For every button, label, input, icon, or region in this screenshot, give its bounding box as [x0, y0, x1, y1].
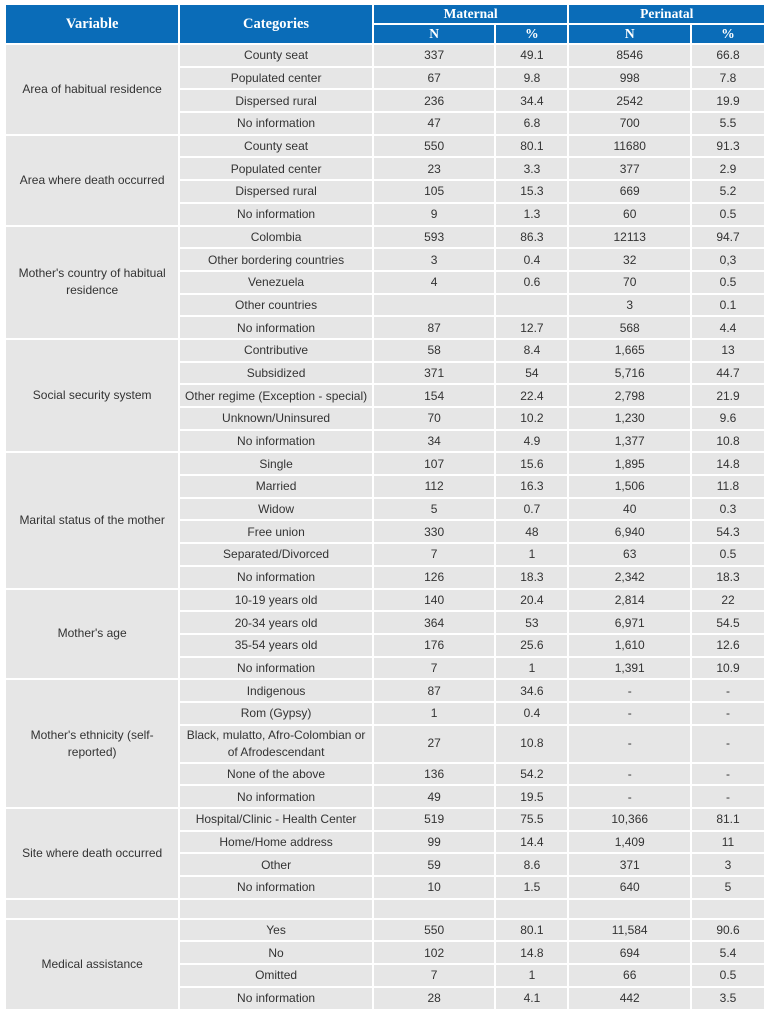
maternal-n-cell: 5	[374, 499, 495, 520]
maternal-pct-cell: 34.6	[496, 680, 567, 701]
category-cell: No information	[180, 113, 372, 134]
perinatal-pct-cell: 3	[692, 854, 764, 875]
perinatal-n-cell: 669	[569, 181, 690, 202]
maternal-n-cell: 59	[374, 854, 495, 875]
maternal-n-cell: 27	[374, 726, 495, 762]
perinatal-n-cell: 8546	[569, 45, 690, 66]
header-perinatal: Perinatal	[569, 5, 764, 23]
perinatal-n-cell	[569, 900, 690, 918]
maternal-pct-cell: 0.7	[496, 499, 567, 520]
maternal-pct-cell: 9.8	[496, 68, 567, 89]
perinatal-n-cell: 2,814	[569, 590, 690, 611]
maternal-pct-cell: 20.4	[496, 590, 567, 611]
perinatal-pct-cell: 19.9	[692, 90, 764, 111]
variable-cell: Mother's age	[6, 590, 178, 679]
maternal-pct-cell: 15.6	[496, 453, 567, 474]
variable-cell: Area of habitual residence	[6, 45, 178, 134]
perinatal-n-cell: 66	[569, 965, 690, 986]
perinatal-pct-cell: 12.6	[692, 635, 764, 656]
perinatal-n-cell: 377	[569, 158, 690, 179]
category-cell: Hospital/Clinic - Health Center	[180, 809, 372, 830]
perinatal-pct-cell: 3.5	[692, 988, 764, 1009]
variable-cell: Site where death occurred	[6, 809, 178, 898]
perinatal-n-cell: 70	[569, 272, 690, 293]
category-cell: None of the above	[180, 764, 372, 785]
perinatal-pct-cell: 0.3	[692, 499, 764, 520]
maternal-n-cell: 87	[374, 317, 495, 338]
maternal-pct-cell: 14.8	[496, 942, 567, 963]
maternal-pct-cell: 53	[496, 612, 567, 633]
perinatal-pct-cell: 11	[692, 832, 764, 853]
maternal-pct-cell: 15.3	[496, 181, 567, 202]
perinatal-pct-cell: 54.3	[692, 521, 764, 542]
perinatal-n-cell: 1,895	[569, 453, 690, 474]
maternal-n-cell: 519	[374, 809, 495, 830]
maternal-n-cell: 7	[374, 544, 495, 565]
perinatal-pct-cell: 44.7	[692, 363, 764, 384]
maternal-n-cell: 7	[374, 965, 495, 986]
perinatal-n-cell: 11,584	[569, 920, 690, 941]
perinatal-pct-cell: 7.8	[692, 68, 764, 89]
perinatal-n-cell: 6,971	[569, 612, 690, 633]
table-row	[6, 590, 764, 611]
category-cell: No information	[180, 431, 372, 452]
header-categories: Categories	[180, 5, 372, 43]
maternal-pct-cell: 54	[496, 363, 567, 384]
maternal-pct-cell: 6.8	[496, 113, 567, 134]
category-cell: No information	[180, 658, 372, 679]
header-maternal-n: N	[374, 25, 495, 43]
maternal-n-cell: 550	[374, 920, 495, 941]
perinatal-pct-cell: 0.5	[692, 272, 764, 293]
maternal-pct-cell: 1	[496, 965, 567, 986]
perinatal-n-cell: 11680	[569, 136, 690, 157]
maternal-pct-cell: 8.4	[496, 340, 567, 361]
maternal-n-cell: 136	[374, 764, 495, 785]
perinatal-pct-cell: 9.6	[692, 408, 764, 429]
perinatal-pct-cell: 13	[692, 340, 764, 361]
maternal-n-cell: 99	[374, 832, 495, 853]
perinatal-n-cell: 998	[569, 68, 690, 89]
perinatal-pct-cell: 18.3	[692, 567, 764, 588]
category-cell: Home/Home address	[180, 832, 372, 853]
perinatal-n-cell: 1,377	[569, 431, 690, 452]
maternal-pct-cell: 1.5	[496, 877, 567, 898]
perinatal-n-cell: 10,366	[569, 809, 690, 830]
perinatal-n-cell: 60	[569, 204, 690, 225]
perinatal-pct-cell: 81.1	[692, 809, 764, 830]
variable-cell: Medical assistance	[6, 920, 178, 1009]
category-cell: No information	[180, 204, 372, 225]
category-cell: Colombia	[180, 227, 372, 248]
variable-cell	[6, 900, 178, 918]
perinatal-n-cell: 6,940	[569, 521, 690, 542]
category-cell: Rom (Gypsy)	[180, 703, 372, 724]
perinatal-n-cell: -	[569, 726, 690, 762]
category-cell: Single	[180, 453, 372, 474]
maternal-n-cell: 47	[374, 113, 495, 134]
maternal-n-cell: 550	[374, 136, 495, 157]
maternal-n-cell: 371	[374, 363, 495, 384]
perinatal-pct-cell: 10.8	[692, 431, 764, 452]
maternal-pct-cell: 48	[496, 521, 567, 542]
perinatal-n-cell: 63	[569, 544, 690, 565]
maternal-pct-cell	[496, 295, 567, 316]
category-cell: Populated center	[180, 68, 372, 89]
perinatal-n-cell: 2542	[569, 90, 690, 111]
table-row	[6, 227, 764, 248]
maternal-pct-cell: 75.5	[496, 809, 567, 830]
category-cell: Contributive	[180, 340, 372, 361]
perinatal-n-cell: 1,665	[569, 340, 690, 361]
table-row	[6, 45, 764, 66]
category-cell: Populated center	[180, 158, 372, 179]
maternal-n-cell: 364	[374, 612, 495, 633]
perinatal-n-cell: -	[569, 786, 690, 807]
table-header	[6, 5, 764, 43]
perinatal-pct-cell: 0.1	[692, 295, 764, 316]
perinatal-n-cell: 40	[569, 499, 690, 520]
perinatal-pct-cell: 4.4	[692, 317, 764, 338]
category-cell: Indigenous	[180, 680, 372, 701]
maternal-pct-cell: 10.8	[496, 726, 567, 762]
category-cell: Free union	[180, 521, 372, 542]
perinatal-pct-cell: 66.8	[692, 45, 764, 66]
category-cell: Subsidized	[180, 363, 372, 384]
category-cell: No information	[180, 786, 372, 807]
perinatal-n-cell: 1,610	[569, 635, 690, 656]
maternal-n-cell: 23	[374, 158, 495, 179]
maternal-n-cell: 49	[374, 786, 495, 807]
perinatal-pct-cell: 91.3	[692, 136, 764, 157]
maternal-n-cell: 3	[374, 249, 495, 270]
category-cell: No information	[180, 877, 372, 898]
category-cell: Other regime (Exception - special)	[180, 385, 372, 406]
maternal-pct-cell: 4.1	[496, 988, 567, 1009]
maternal-pct-cell: 10.2	[496, 408, 567, 429]
maternal-pct-cell: 86.3	[496, 227, 567, 248]
category-cell: Unknown/Uninsured	[180, 408, 372, 429]
category-cell: Widow	[180, 499, 372, 520]
perinatal-pct-cell: 14.8	[692, 453, 764, 474]
maternal-pct-cell: 49.1	[496, 45, 567, 66]
maternal-pct-cell: 1	[496, 544, 567, 565]
category-cell: County seat	[180, 45, 372, 66]
variable-cell: Mother's country of habitual residence	[6, 227, 178, 338]
perinatal-pct-cell: 54.5	[692, 612, 764, 633]
category-cell: No information	[180, 988, 372, 1009]
table-row	[6, 920, 764, 941]
category-cell: 35-54 years old	[180, 635, 372, 656]
perinatal-n-cell: 3	[569, 295, 690, 316]
perinatal-pct-cell: -	[692, 680, 764, 701]
category-cell	[180, 900, 372, 918]
maternal-pct-cell: 0.6	[496, 272, 567, 293]
perinatal-pct-cell: 0.5	[692, 204, 764, 225]
maternal-pct-cell: 19.5	[496, 786, 567, 807]
maternal-n-cell: 102	[374, 942, 495, 963]
perinatal-pct-cell: -	[692, 786, 764, 807]
maternal-n-cell: 126	[374, 567, 495, 588]
perinatal-n-cell: 32	[569, 249, 690, 270]
maternal-n-cell: 7	[374, 658, 495, 679]
maternal-n-cell: 105	[374, 181, 495, 202]
maternal-n-cell: 28	[374, 988, 495, 1009]
perinatal-n-cell: 5,716	[569, 363, 690, 384]
maternal-n-cell	[374, 900, 495, 918]
category-cell: Black, mulatto, Afro-Colombian or of Afrodescendant	[180, 726, 372, 762]
header-maternal-pct: %	[496, 25, 567, 43]
perinatal-pct-cell: 0.5	[692, 544, 764, 565]
maternal-n-cell: 67	[374, 68, 495, 89]
maternal-n-cell: 70	[374, 408, 495, 429]
maternal-pct-cell: 1.3	[496, 204, 567, 225]
perinatal-pct-cell: -	[692, 703, 764, 724]
perinatal-pct-cell: 22	[692, 590, 764, 611]
header-perinatal-pct: %	[692, 25, 764, 43]
perinatal-pct-cell: 5	[692, 877, 764, 898]
perinatal-n-cell: 1,506	[569, 476, 690, 497]
perinatal-pct-cell: 5.4	[692, 942, 764, 963]
table-row	[6, 453, 764, 474]
category-cell: Omitted	[180, 965, 372, 986]
maternal-pct-cell: 1	[496, 658, 567, 679]
variable-cell: Marital status of the mother	[6, 453, 178, 587]
category-cell: Other	[180, 854, 372, 875]
maternal-pct-cell: 12.7	[496, 317, 567, 338]
category-cell: Yes	[180, 920, 372, 941]
header-maternal: Maternal	[374, 5, 568, 23]
perinatal-n-cell: 694	[569, 942, 690, 963]
data-table	[4, 3, 766, 1011]
perinatal-n-cell: 640	[569, 877, 690, 898]
category-cell: Separated/Divorced	[180, 544, 372, 565]
maternal-pct-cell: 14.4	[496, 832, 567, 853]
maternal-n-cell: 112	[374, 476, 495, 497]
maternal-n-cell: 154	[374, 385, 495, 406]
maternal-pct-cell: 22.4	[496, 385, 567, 406]
category-cell: Other bordering countries	[180, 249, 372, 270]
maternal-n-cell: 4	[374, 272, 495, 293]
perinatal-pct-cell: 0.5	[692, 965, 764, 986]
maternal-n-cell: 9	[374, 204, 495, 225]
maternal-pct-cell: 18.3	[496, 567, 567, 588]
maternal-n-cell: 58	[374, 340, 495, 361]
maternal-n-cell: 34	[374, 431, 495, 452]
category-cell: 20-34 years old	[180, 612, 372, 633]
header-perinatal-n: N	[569, 25, 690, 43]
maternal-n-cell: 1	[374, 703, 495, 724]
maternal-pct-cell: 16.3	[496, 476, 567, 497]
maternal-n-cell: 176	[374, 635, 495, 656]
category-cell: Other countries	[180, 295, 372, 316]
maternal-pct-cell: 8.6	[496, 854, 567, 875]
category-cell: County seat	[180, 136, 372, 157]
variable-cell: Social security system	[6, 340, 178, 451]
maternal-n-cell: 593	[374, 227, 495, 248]
maternal-pct-cell: 25.6	[496, 635, 567, 656]
header-variable: Variable	[6, 5, 178, 43]
maternal-pct-cell: 80.1	[496, 920, 567, 941]
variable-cell: Area where death occurred	[6, 136, 178, 225]
category-cell: Dispersed rural	[180, 90, 372, 111]
perinatal-n-cell: 1,391	[569, 658, 690, 679]
perinatal-n-cell: 12113	[569, 227, 690, 248]
maternal-n-cell: 330	[374, 521, 495, 542]
maternal-pct-cell	[496, 900, 567, 918]
perinatal-n-cell: 2,798	[569, 385, 690, 406]
perinatal-n-cell: 371	[569, 854, 690, 875]
maternal-n-cell: 87	[374, 680, 495, 701]
maternal-n-cell: 140	[374, 590, 495, 611]
table-row	[6, 136, 764, 157]
category-cell: Dispersed rural	[180, 181, 372, 202]
category-cell: Married	[180, 476, 372, 497]
maternal-pct-cell: 80.1	[496, 136, 567, 157]
perinatal-n-cell: 568	[569, 317, 690, 338]
perinatal-pct-cell: 11.8	[692, 476, 764, 497]
maternal-n-cell: 236	[374, 90, 495, 111]
maternal-pct-cell: 0.4	[496, 249, 567, 270]
maternal-pct-cell: 34.4	[496, 90, 567, 111]
perinatal-n-cell: 1,230	[569, 408, 690, 429]
maternal-pct-cell: 4.9	[496, 431, 567, 452]
perinatal-pct-cell: 21.9	[692, 385, 764, 406]
category-cell: 10-19 years old	[180, 590, 372, 611]
maternal-n-cell: 337	[374, 45, 495, 66]
category-cell: Venezuela	[180, 272, 372, 293]
table-row	[6, 340, 764, 361]
maternal-pct-cell: 3.3	[496, 158, 567, 179]
perinatal-n-cell: 442	[569, 988, 690, 1009]
perinatal-n-cell: 1,409	[569, 832, 690, 853]
perinatal-pct-cell: 2.9	[692, 158, 764, 179]
category-cell: No information	[180, 317, 372, 338]
table-body	[6, 45, 764, 1009]
perinatal-pct-cell: 94.7	[692, 227, 764, 248]
perinatal-n-cell: 700	[569, 113, 690, 134]
perinatal-n-cell: -	[569, 680, 690, 701]
table-row	[6, 809, 764, 830]
perinatal-n-cell: -	[569, 764, 690, 785]
perinatal-n-cell: 2,342	[569, 567, 690, 588]
maternal-pct-cell: 0.4	[496, 703, 567, 724]
perinatal-pct-cell: -	[692, 726, 764, 762]
perinatal-pct-cell: -	[692, 764, 764, 785]
maternal-n-cell: 107	[374, 453, 495, 474]
table-row	[6, 900, 764, 918]
perinatal-n-cell: -	[569, 703, 690, 724]
perinatal-pct-cell: 90.6	[692, 920, 764, 941]
maternal-n-cell: 10	[374, 877, 495, 898]
perinatal-pct-cell: 5.5	[692, 113, 764, 134]
perinatal-pct-cell: 10.9	[692, 658, 764, 679]
maternal-pct-cell: 54.2	[496, 764, 567, 785]
perinatal-pct-cell: 5.2	[692, 181, 764, 202]
category-cell: No information	[180, 567, 372, 588]
maternal-n-cell	[374, 295, 495, 316]
table-row	[6, 680, 764, 701]
perinatal-pct-cell	[692, 900, 764, 918]
variable-cell: Mother's ethnicity (self-reported)	[6, 680, 178, 807]
perinatal-pct-cell: 0,3	[692, 249, 764, 270]
category-cell: No	[180, 942, 372, 963]
